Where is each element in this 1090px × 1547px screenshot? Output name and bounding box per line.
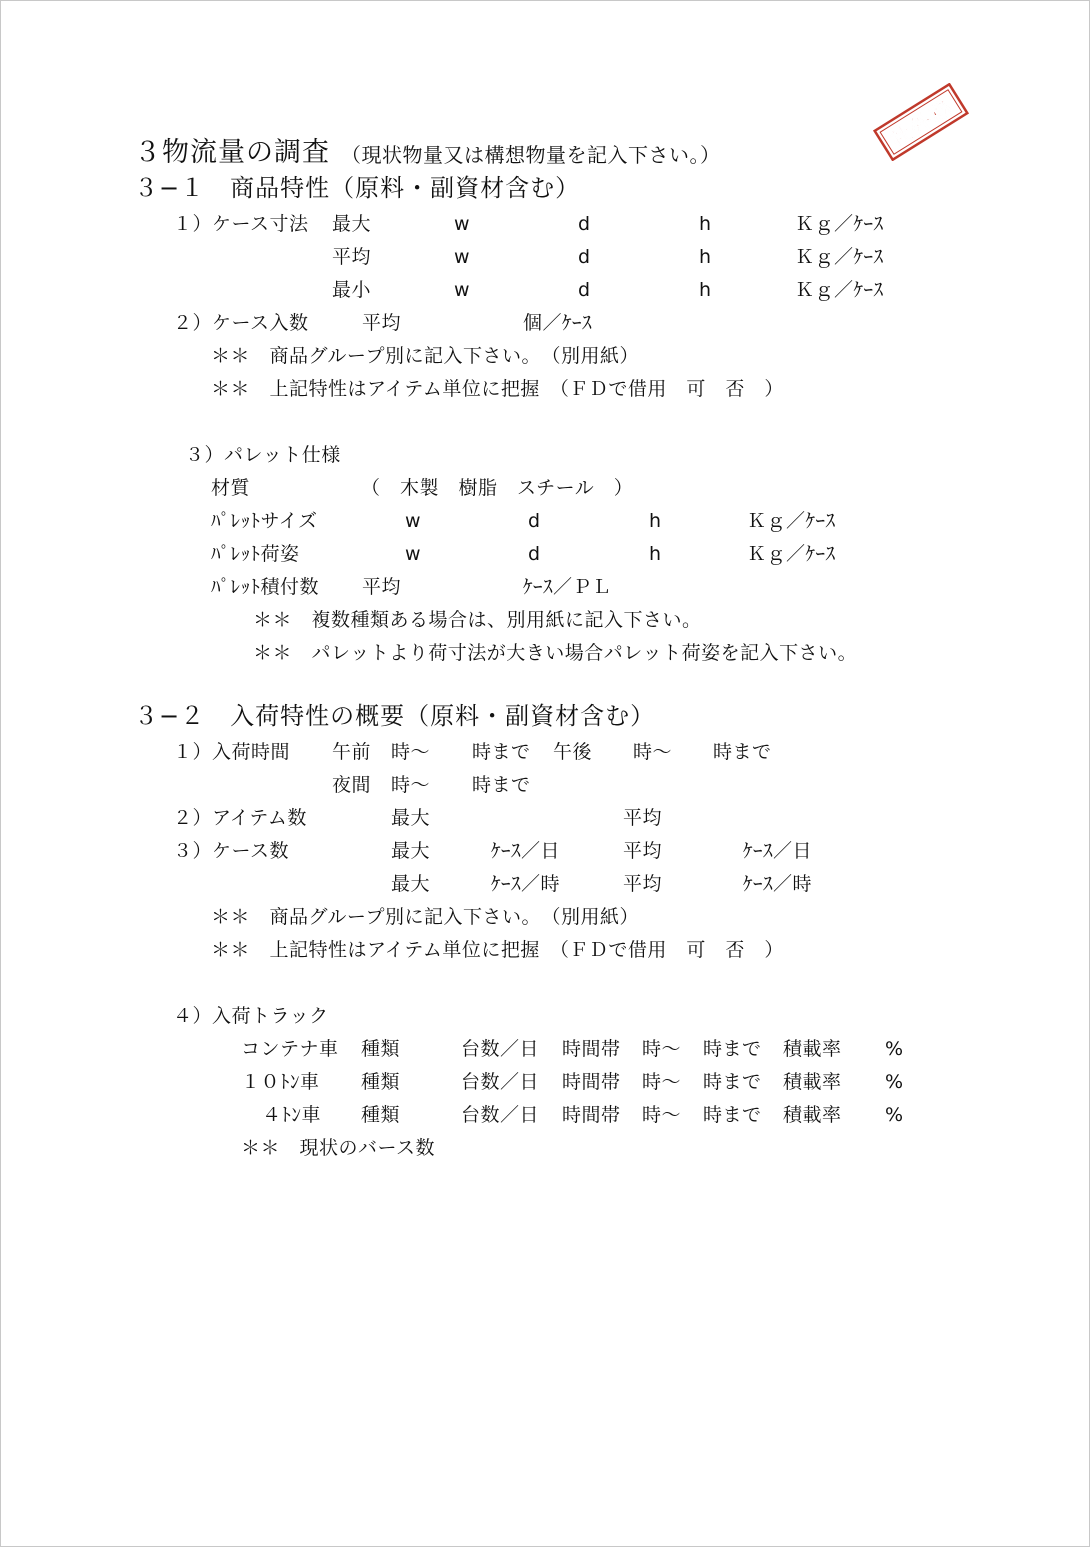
truck-container-band: 時間帯 xyxy=(562,1038,621,1060)
confidential-stamp xyxy=(871,83,971,161)
case-max-label: 最大 xyxy=(332,213,372,235)
s31-note-1: ＊＊ 商品グループ別に記入下さい。 （別用紙） xyxy=(211,345,639,367)
berth-note: ＊＊ 現状のバース数 xyxy=(241,1137,436,1159)
truck-4t-band: 時間帯 xyxy=(562,1104,621,1126)
section-3-1-heading: ３−１ 商品特性（原料・副資材含む） xyxy=(134,174,581,202)
pallet-form-h: h xyxy=(649,543,662,565)
pallet-spec-label: ３）パレット仕様 xyxy=(185,444,341,466)
cases-hour-max: 最大 xyxy=(391,873,431,895)
truck-container-until: 時まで xyxy=(703,1038,762,1060)
page-title: ３物流量の調査 xyxy=(134,137,330,168)
truck-container-count: 台数／日 xyxy=(461,1038,540,1060)
svg-text:社外秘: 社外秘 xyxy=(886,95,958,153)
case-count-label: ２）ケース入数 xyxy=(173,312,309,334)
truck-container-type: コンテナ車 xyxy=(241,1038,339,1060)
pallet-note-1: ＊＊ 複数種類ある場合は、別用紙に記入下さい。 xyxy=(253,609,702,631)
truck-10t-count: 台数／日 xyxy=(461,1071,540,1093)
pallet-form-d: d xyxy=(528,543,541,565)
truck-label: ４）入荷トラック xyxy=(173,1005,329,1027)
truck-10t-band: 時間帯 xyxy=(562,1071,621,1093)
truck-4t-kind: 種類 xyxy=(361,1104,401,1126)
s31-note-2: ＊＊ 上記特性はアイテム単位に把握 （ＦＤで借用 可 否 ） xyxy=(211,378,784,400)
case-min-h: h xyxy=(699,279,712,301)
pallet-form-w: w xyxy=(405,543,422,565)
arrival-pm-from: 時〜 xyxy=(633,741,673,763)
pallet-size-h: h xyxy=(649,510,662,532)
arrival-am-from: 時〜 xyxy=(391,741,431,763)
pallet-material-options: （ 木製 樹脂 スチール ） xyxy=(361,477,634,499)
cases-hour-unit1: ｹｰｽ／時 xyxy=(491,873,561,895)
truck-container-from: 時〜 xyxy=(642,1038,682,1060)
truck-4t-from: 時〜 xyxy=(642,1104,682,1126)
cases-hour-unit2: ｹｰｽ／時 xyxy=(743,873,813,895)
case-count-avg: 平均 xyxy=(362,312,402,334)
truck-4t-until: 時まで xyxy=(703,1104,762,1126)
pallet-size-w: w xyxy=(405,510,422,532)
item-count-label: ２）アイテム数 xyxy=(173,807,307,829)
case-dimension-label: １）ケース寸法 xyxy=(173,213,309,235)
truck-10t-rate: 積載率 xyxy=(783,1071,842,1093)
case-total-label: ３）ケース数 xyxy=(173,840,290,862)
cases-day-unit1: ｹｰｽ／日 xyxy=(491,840,561,862)
truck-4t-type: ４ﾄﾝ車 xyxy=(262,1104,322,1126)
cases-day-unit2: ｹｰｽ／日 xyxy=(743,840,813,862)
pallet-material-label: 材質 xyxy=(211,477,251,499)
case-min-label: 最小 xyxy=(332,279,372,301)
item-count-max: 最大 xyxy=(391,807,431,829)
s32-note-2: ＊＊ 上記特性はアイテム単位に把握 （ＦＤで借用 可 否 ） xyxy=(211,939,784,961)
case-max-d: d xyxy=(578,213,591,235)
case-max-kg: Ｋｇ／ｹｰｽ xyxy=(795,213,884,235)
truck-container-pct: % xyxy=(885,1038,904,1060)
pallet-stack-unit: ｹｰｽ／ＰＬ xyxy=(523,576,612,598)
case-avg-d: d xyxy=(578,246,591,268)
cases-day-avg: 平均 xyxy=(623,840,663,862)
arrival-am: 午前 xyxy=(332,741,372,763)
case-min-d: d xyxy=(578,279,591,301)
truck-4t-rate: 積載率 xyxy=(783,1104,842,1126)
truck-10t-type: １０ﾄﾝ車 xyxy=(241,1071,320,1093)
pallet-size-kg: Ｋｇ／ｹｰｽ xyxy=(747,510,836,532)
cases-day-max: 最大 xyxy=(391,840,431,862)
arrival-pm-until: 時まで xyxy=(713,741,772,763)
arrival-night: 夜間 xyxy=(332,774,372,796)
case-min-w: w xyxy=(454,279,471,301)
case-avg-kg: Ｋｇ／ｹｰｽ xyxy=(795,246,884,268)
arrival-night-from: 時〜 xyxy=(391,774,431,796)
arrival-time-label: １）入荷時間 xyxy=(173,741,291,763)
case-max-w: w xyxy=(454,213,471,235)
pallet-form-label: ﾊﾟﾚｯﾄ荷姿 xyxy=(211,543,300,565)
pallet-size-label: ﾊﾟﾚｯﾄサイズ xyxy=(211,510,318,532)
s32-note-1: ＊＊ 商品グループ別に記入下さい。 （別用紙） xyxy=(211,906,639,928)
case-avg-h: h xyxy=(699,246,712,268)
case-avg-label: 平均 xyxy=(332,246,372,268)
truck-10t-until: 時まで xyxy=(703,1071,762,1093)
truck-container-rate: 積載率 xyxy=(783,1038,842,1060)
pallet-stack-avg: 平均 xyxy=(362,576,402,598)
truck-container-kind: 種類 xyxy=(361,1038,401,1060)
arrival-pm: 午後 xyxy=(553,741,593,763)
truck-10t-from: 時〜 xyxy=(642,1071,682,1093)
cases-hour-avg: 平均 xyxy=(623,873,663,895)
truck-10t-kind: 種類 xyxy=(361,1071,401,1093)
page-title-note: （現状物量又は構想物量を記入下さい。） xyxy=(341,143,721,167)
pallet-stack-label: ﾊﾟﾚｯﾄ積付数 xyxy=(211,576,320,598)
truck-10t-pct: % xyxy=(885,1071,904,1093)
pallet-note-2: ＊＊ パレットより荷寸法が大きい場合パレット荷姿を記入下さい。 xyxy=(253,642,858,664)
section-3-2-heading: ３−２ 入荷特性の概要（原料・副資材含む） xyxy=(134,702,656,730)
item-count-avg: 平均 xyxy=(623,807,663,829)
truck-4t-pct: % xyxy=(885,1104,904,1126)
case-min-kg: Ｋｇ／ｹｰｽ xyxy=(795,279,884,301)
case-max-h: h xyxy=(699,213,712,235)
arrival-am-until: 時まで xyxy=(472,741,531,763)
arrival-night-until: 時まで xyxy=(472,774,531,796)
truck-4t-count: 台数／日 xyxy=(461,1104,540,1126)
case-count-unit: 個／ｹｰｽ xyxy=(523,312,593,334)
pallet-size-d: d xyxy=(528,510,541,532)
case-avg-w: w xyxy=(454,246,471,268)
pallet-form-kg: Ｋｇ／ｹｰｽ xyxy=(747,543,836,565)
